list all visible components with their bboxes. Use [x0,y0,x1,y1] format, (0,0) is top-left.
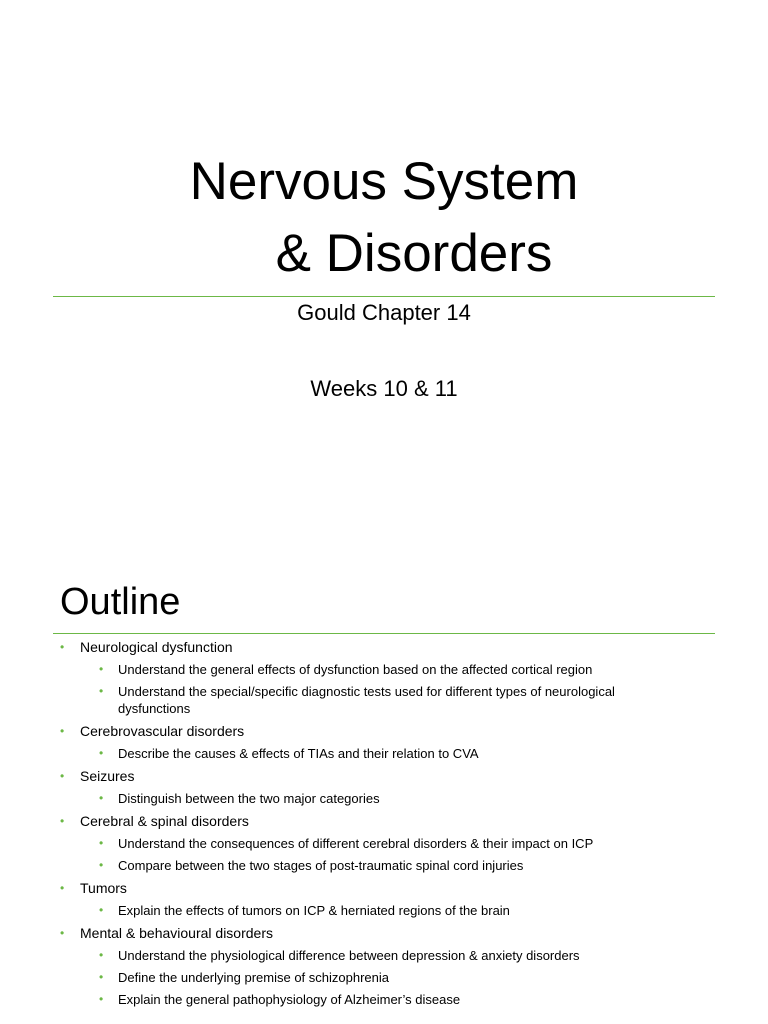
sub-list-item-label: Explain the general pathophysiology of Alzheimer’s disease [118,992,461,1007]
sub-list-item-label: Explain the effects of tumors on ICP & herniated regions of the brain [118,903,510,918]
outline-slide [0,560,768,1024]
list-item-label: Tumors [80,880,127,896]
sub-list-item [0,902,768,919]
slide-title-line-2: & Disorders [275,224,553,283]
sub-list-item [0,790,768,807]
title-divider [53,296,715,297]
sub-list-item-label: Understand the special/specific diagnostic tests used for different types of neurological dysfunctions [118,684,615,716]
list-item-label: Cerebrovascular disorders [80,723,245,739]
bullet-icon: • [99,903,104,917]
outline-list [0,638,768,1008]
list-item [0,722,768,740]
sub-list-item [0,661,768,678]
sub-list-item-label: Understand the physiological difference between depression & anxiety disorders [118,948,580,963]
sub-list-item-label: Describe the causes & effects of TIAs and their relation to CVA [118,746,479,761]
bullet-icon: • [99,662,104,676]
bullet-icon: • [99,858,104,872]
bullet-icon: • [99,791,104,805]
list-item-label: Cerebral & spinal disorders [80,813,249,829]
bullet-icon: • [99,746,104,760]
slide-title-line-1: Nervous System [189,152,579,211]
sub-list-item-label: Define the underlying premise of schizophrenia [118,970,389,985]
bullet-icon: • [99,992,104,1006]
bullet-icon: • [60,640,65,654]
list-item [0,767,768,785]
sub-list-item [0,745,768,762]
list-item [0,638,768,656]
sub-list-item [0,835,768,852]
sub-list-item-label: Understand the consequences of different cerebral disorders & their impact on ICP [118,836,594,851]
sub-list-item [0,683,768,717]
sub-list-item [0,857,768,874]
outline-title: Outline [60,581,181,623]
list-item-label: Seizures [80,768,135,784]
subtitle-chapter: Gould Chapter 14 [297,300,471,325]
bullet-icon: • [99,836,104,850]
bullet-icon: • [60,881,65,895]
sub-list-item [0,969,768,986]
bullet-icon: • [60,814,65,828]
outline-divider [53,633,715,634]
bullet-icon: • [99,948,104,962]
sub-list-item-label: Compare between the two stages of post-traumatic spinal cord injuries [118,858,524,873]
sub-list-item-label: Understand the general effects of dysfunction based on the affected cortical region [118,662,593,677]
bullet-icon: • [60,769,65,783]
sub-list-item-label: Distinguish between the two major categories [118,791,380,806]
list-item-label: Neurological dysfunction [80,639,233,655]
sub-list-item [0,991,768,1008]
bullet-icon: • [99,684,104,698]
sub-list-item [0,947,768,964]
bullet-icon: • [60,926,65,940]
bullet-icon: • [99,970,104,984]
list-item [0,812,768,830]
list-item-label: Mental & behavioural disorders [80,925,273,941]
subtitle-weeks: Weeks 10 & 11 [310,376,458,401]
list-item [0,924,768,942]
bullet-icon: • [60,724,65,738]
list-item [0,879,768,897]
